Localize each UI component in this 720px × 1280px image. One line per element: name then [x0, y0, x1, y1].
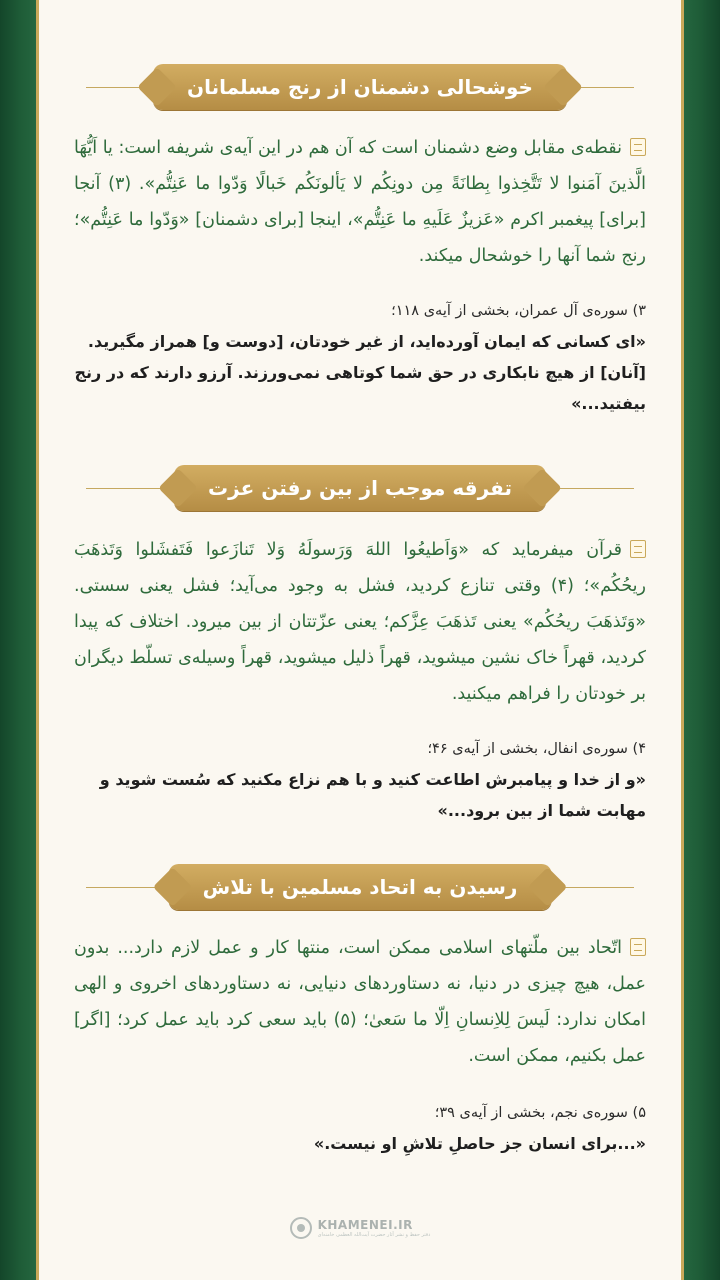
document-bullet-icon — [630, 540, 646, 558]
footnote-quote: «...برای انسان جز حاصلِ تلاشِ او نیست.» — [313, 1134, 646, 1153]
footnote-reference: ۵) سوره‌ی نجم، بخشی از آیه‌ی ۳۹؛ — [434, 1105, 646, 1121]
section-heading: تفرقه موجب از بین رفتن عزت — [174, 465, 546, 511]
site-logo[interactable] — [290, 1217, 431, 1239]
section-paragraph-2 — [74, 532, 646, 712]
section-heading: خوشحالی دشمنان از رنج مسلمانان — [153, 64, 567, 110]
section-paragraph-3 — [74, 930, 646, 1074]
right-gold-edge — [681, 0, 684, 1280]
site-name: KHAMENEI.IR — [317, 1218, 413, 1232]
footnote-reference: ۴) سوره‌ی انفال، بخشی از آیه‌ی ۴۶؛ — [427, 741, 646, 757]
footnote-1 — [74, 296, 646, 419]
footnote-reference: ۳) سوره‌ی آل عمران، بخشی از آیه‌ی ۱۱۸؛ — [391, 303, 646, 319]
footnote-3 — [74, 1098, 646, 1159]
footnote-quote: «ای کسانی که ایمان آورده‌اید، از غیر خودتان، [دوست و] همراز مگیرید. [آنان] از هیچ نابکاری در حق شما کوتاهی نمی‌ورزند. آرزو دارند که در رنج بیفتید...» — [74, 332, 646, 413]
site-subtitle: دفتر حفظ و نشر آثار حضرت آیت‌الله العظمی خامنه‌ای — [317, 1232, 431, 1238]
left-gold-edge — [36, 0, 39, 1280]
footnote-2 — [74, 734, 646, 826]
footer — [0, 1208, 720, 1248]
right-green-border — [684, 0, 720, 1280]
section-title-2 — [56, 465, 664, 513]
left-green-border — [0, 0, 36, 1280]
khamenei-logo-icon — [290, 1217, 312, 1239]
paragraph-text: اتّحاد بین ملّتهای اسلامی ممکن است، منتها کار و عمل لازم دارد... بدون عمل، هیچ چیزی در دنیا، نه دستاوردهای دنیایی، نه دستاوردهای اخروی و الهی امکان ندارد: لَیسَ لِلاِنسانِ اِلّا ما سَعیٰ؛ (۵) باید سعی کرد باید عمل کرد؛ [اگر] عمل بکنیم، ممکن است. — [74, 938, 646, 1066]
document-bullet-icon — [630, 938, 646, 956]
logo-text — [318, 1218, 431, 1238]
section-title-3 — [56, 864, 664, 912]
section-title-1 — [56, 64, 664, 112]
paragraph-text: قرآن میفرماید که «وَاَطیعُوا اللهَ وَرَسولَهُ وَلا تَنازَعوا فَتَفشَلوا وَتَذهَبَ ریحُکُم»؛ (۴) وقتی تنازع کردید، فشل به وجود می‌آید؛ فشل یعنی سستی. «وَتَذهَبَ ریحُکُم» یعنی تَذهَبَ عِزَّکم؛ یعنی عزّتتان از بین میرود. اختلاف که پیدا کردید، قهراً خاک نشین میشوید، قهراً ذلیل میشوید، قهراً وسیله‌ی تسلّط دیگران بر خودتان را فراهم میکنید. — [74, 540, 647, 704]
paragraph-text: نقطه‌ی مقابل وضع دشمنان است که آن هم در این آیه‌ی شریفه است: یا اَیُّهَا الَّذینَ آمَنوا لا تَتَّخِذوا بِطانَةً مِن دونِکُم لا یَألونَکُم خَبالًا وَدّوا ما عَنِتُّم». (۳) آنجا [برای] پیغمبر اکرم «عَزیزٌ عَلَیهِ ما عَنِتُّم»، اینجا [برای دشمنان] «وَدّوا ما عَنِتُّم»؛ رنج شما آنها را خوشحال میکند. — [74, 138, 646, 266]
footnote-quote: «و از خدا و پیامبرش اطاعت کنید و با هم نزاع مکنید که سُست شوید و مهابت شما از بین برود...» — [99, 770, 646, 820]
section-paragraph-1 — [74, 130, 646, 274]
section-heading: رسیدن به اتحاد مسلمین با تلاش — [169, 864, 552, 910]
document-bullet-icon — [630, 138, 646, 156]
